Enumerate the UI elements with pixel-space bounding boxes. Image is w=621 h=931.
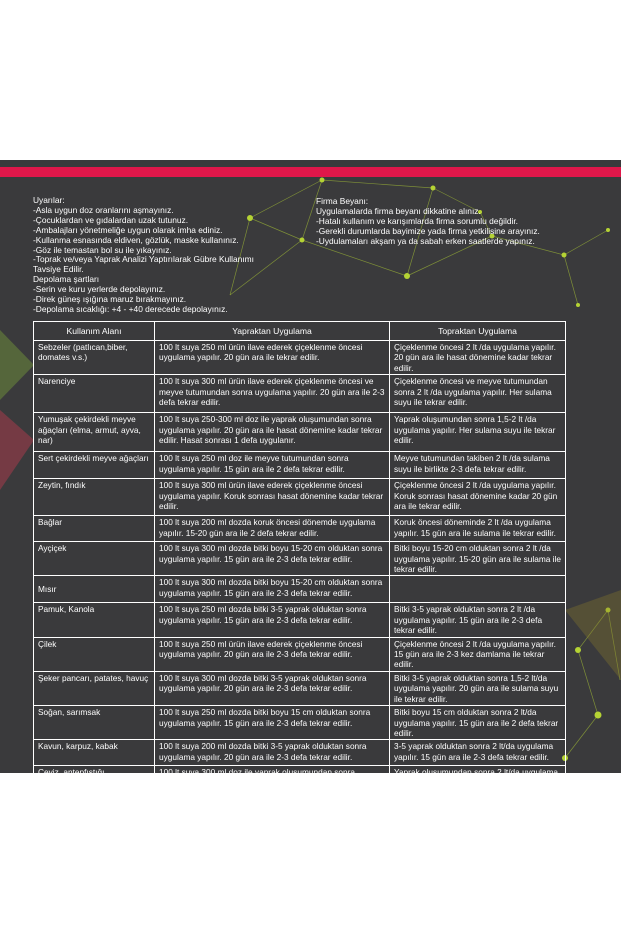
- warning-line: -Asla uygun doz oranlarını aşmayınız.: [33, 204, 174, 215]
- warnings-block: [33, 196, 288, 315]
- header-soil: Topraktan Uygulama: [390, 322, 566, 341]
- firm-line: -Uydulamaları akşam ya da sabah erken saatlerde yapınız.: [316, 235, 535, 246]
- crop-cell: Pamuk, Kanola: [34, 603, 155, 637]
- table-row: [34, 542, 566, 576]
- foliar-cell: 100 lt suya 300 ml dozda bitki boyu 15-20 cm olduktan sonra uygulama yapılır. 15 gün ara ile 2-3 defa tekrar edilir.: [155, 576, 390, 603]
- soil-cell: 3-5 yaprak olduktan sonra 2 lt/da uygulama yapılır. 15 gün ara ile 2-3 defa tekrar edilir.: [390, 740, 566, 766]
- soil-cell: Koruk öncesi döneminde 2 lt /da uygulama yapılır. 15 gün ara ile sulama ile tekrar edilir.: [390, 516, 566, 542]
- soil-cell: Bitki boyu 15-20 cm olduktan sonra 2 lt /da uygulama yapılır. 15-20 gün ara ile sulama ile tekrar edilir.: [390, 542, 566, 576]
- crop-cell: Kavun, karpuz, kabak: [34, 740, 155, 766]
- warning-line: -Depolama sıcaklığı: +4 - +40 derecede depolayınız.: [33, 303, 228, 314]
- table-row: [34, 576, 566, 603]
- warning-line: -Toprak ve/veya Yaprak Analizi Yaptırılarak Gübre Kullanımı: [33, 254, 254, 265]
- table-row: [34, 479, 566, 516]
- firm-line: -Hatalı kullanım ve karışımlarda firma sorumlu değildir.: [316, 215, 518, 226]
- foliar-cell: 100 lt suya 300 ml doz ile yaprak oluşumundan sonra uygulama yapılır. 15 gün ara ile 1-2 defa tekrar edilir.: [155, 766, 390, 800]
- foliar-cell: 100 lt suya 250-300 ml doz ile yaprak oluşumundan sonra uygulama yapılır. 20 gün ara ile hasat dönemine kadar tekrar edilir. Hasat sonrası 1 defa uygulanır.: [155, 413, 390, 452]
- table-row: [34, 516, 566, 542]
- firm-line: Uygulamalarda firma beyanı dikkatine alınız.: [316, 205, 481, 216]
- crop-cell: Bağlar: [34, 516, 155, 542]
- soil-cell: Bitki boyu 15 cm olduktan sonra 2 lt/da uygulama yapılır. 15 gün ara ile 2 defa tekrar edilir.: [390, 706, 566, 740]
- foliar-cell: 100 lt suya 250 ml dozda bitki 3-5 yaprak olduktan sonra uygulama yapılır. 15 gün ara ile 2-3 defa tekrar edilir.: [155, 603, 390, 637]
- soil-cell: Yaprak oluşumundan sonra 2 lt/da uygulama yapılır. 20 gün ara ile sulama suyu ile tekrar edilir.: [390, 766, 566, 800]
- table-row: [34, 706, 566, 740]
- crop-cell: Soğan, sarımsak: [34, 706, 155, 740]
- soil-cell: Çiçeklenme öncesi 2 lt /da uygulama yapılır. Koruk sonrası hasat dönemine kadar 20 gün ara ile tekrar edilir.: [390, 479, 566, 516]
- firm-statement-block: [316, 197, 551, 247]
- soil-cell: Bitki 3-5 yaprak olduktan sonra 2 lt /da uygulama yapılır. 15 gün ara ile 2-3 defa tekrar edilir.: [390, 603, 566, 637]
- foliar-cell: 100 lt suya 300 ml ürün ilave ederek çiçeklenme öncesi uygulama yapılır. Koruk sonrası hasat dönemine kadar tekrar edilir.: [155, 479, 390, 516]
- table-row: [34, 800, 566, 829]
- crop-cell: Yumuşak çekirdekli meyve ağaçları (elma, armut, ayva, nar): [34, 413, 155, 452]
- foliar-cell: 100 lt suya 250 ml doz ile meyve tutumundan sonra uygulama yapılır. 15 gün ara ile 2 defa tekrar edilir.: [155, 452, 390, 479]
- soil-cell: Çiçeklenme öncesi ve meyve tutumundan sonra 2 lt /da uygulama yapılır. Her sulama suyu ile tekrar edilir.: [390, 375, 566, 413]
- foliar-cell: 100 lt suya 200 ml dozda bitki 3-5 yaprak olduktan sonra uygulama yapılır. 20 gün ara ile 2-3 defa tekrar edilir.: [155, 740, 390, 766]
- soil-cell: Meyve tutumundan takiben 2 lt /da sulama suyu ile birlikte 2-3 defa tekrar edilir.: [390, 452, 566, 479]
- warning-line: -Direk güneş ışığına maruz bırakmayınız.: [33, 294, 187, 305]
- table-row: [34, 766, 566, 800]
- warning-line: Tavsiye Edilir.: [33, 264, 84, 275]
- foliar-cell: 100 lt suya 200 ml dozda koruk öncesi dönemde uygulama yapılır. 15-20 gün ara ile 2 defa tekrar edilir.: [155, 516, 390, 542]
- table-row: [34, 671, 566, 705]
- soil-cell: [390, 576, 566, 603]
- table-header-row: [34, 322, 566, 341]
- foliar-cell: 100 lt suya 250 ml ürün ilave ederek çiçeklenme öncesi uygulama yapılır. 20 gün ara ile 2-3 defa tekrar edilir.: [155, 637, 390, 671]
- warning-line: -Kullanma esnasında eldiven, gözlük, maske kullanınız.: [33, 234, 239, 245]
- warning-line: -Serin ve kuru yerlerde depolayınız.: [33, 284, 166, 295]
- crop-cell: Sebzeler (patlıcan,biber, domates v.s.): [34, 341, 155, 375]
- crop-cell: Ceviz, antepfıstığı: [34, 766, 155, 800]
- crop-cell: Narenciye: [34, 375, 155, 413]
- warning-line: Uyarılar:: [33, 195, 65, 205]
- product-info-panel: [0, 160, 621, 822]
- soil-cell: Çiçeklenme öncesi 2 lt /da uygulama yapılır. 15 gün ara ile 2-3 kez damlama ile tekrar edilir.: [390, 637, 566, 671]
- warning-line: -Çocuklardan ve gıdalardan uzak tutunuz.: [33, 214, 189, 225]
- crop-cell: Şeker pancarı, patates, havuç: [34, 671, 155, 705]
- firm-line: Firma Beyanı:: [316, 196, 369, 206]
- crop-cell: Sert çekirdekli meyve ağaçları: [34, 452, 155, 479]
- table-row: [34, 341, 566, 375]
- crop-cell: Zeytin, fındık: [34, 479, 155, 516]
- soil-cell: Yaprak oluşumundan sonra 1,5-2 lt /da uygulama yapılır. Her sulama suyu ile tekrar edilir.: [390, 413, 566, 452]
- table-row: [34, 637, 566, 671]
- warning-line: -Göz ile temastan bol su ile yıkayınız.: [33, 244, 172, 255]
- table-row: [34, 413, 566, 452]
- foliar-cell: 100 lt suya 300 ml dozda bitki 3-5 yaprak olduktan sonra uygulama yapılır. 20 gün ara ile 2-3 defa tekrar edilir.: [155, 671, 390, 705]
- crop-cell: Ayçiçek: [34, 542, 155, 576]
- header-foliar: Yapraktan Uygulama: [155, 322, 390, 341]
- foliar-cell: 100 lt suya 250 ml doz ile çiçek dönemi öncesi 2 hafta arayla 2 defa uygulama yapılır.: [155, 800, 390, 829]
- table-row: [34, 740, 566, 766]
- warning-line: Depolama şartları: [33, 274, 100, 285]
- usage-table: [33, 321, 566, 830]
- table-row: [34, 603, 566, 637]
- soil-cell: Çiçek dönemi öncesi 2 lt/da sulama suyu ile birlikte 2-3 defa uygulama yapılır.: [390, 800, 566, 829]
- header-usage-area: Kullanım Alanı: [34, 322, 155, 341]
- accent-bar: [0, 167, 621, 177]
- foliar-cell: 100 lt suya 300 ml ürün ilave ederek çiçeklenme öncesi ve meyve tutumundan sonra uygulama yapılır. 20 gün ara ile 2-3 defa tekrar edilir.: [155, 375, 390, 413]
- table-row: [34, 375, 566, 413]
- warning-line: -Ambalajları yönetmeliğe uygun olarak imha ediniz.: [33, 224, 223, 235]
- foliar-cell: 100 lt suya 300 ml dozda bitki boyu 15-20 cm olduktan sonra uygulama yapılır. 15 gün ara ile 2-3 defa tekrar edilir.: [155, 542, 390, 576]
- crop-cell: Çilek: [34, 637, 155, 671]
- crop-cell: Muz: [34, 800, 155, 829]
- soil-cell: Bitki 3-5 yaprak olduktan sonra 1,5-2 lt/da uygulama yapılır. 20 gün ara ile sulama suyu ile tekrar edilir.: [390, 671, 566, 705]
- table-row: [34, 452, 566, 479]
- foliar-cell: 100 lt suya 250 ml dozda bitki boyu 15 cm olduktan sonra uygulama yapılır. 15 gün ara ile 2-3 defa tekrar edilir.: [155, 706, 390, 740]
- firm-line: -Gerekli durumlarda bayimize yada firma yetkilisine arayınız.: [316, 225, 540, 236]
- foliar-cell: 100 lt suya 250 ml ürün ilave ederek çiçeklenme öncesi uygulama yapılır. 20 gün ara ile tekrar edilir.: [155, 341, 390, 375]
- soil-cell: Çiçeklenme öncesi 2 lt /da uygulama yapılır. 20 gün ara ile hasat dönemine kadar tekrar edilir.: [390, 341, 566, 375]
- crop-cell: Mısır: [34, 576, 155, 603]
